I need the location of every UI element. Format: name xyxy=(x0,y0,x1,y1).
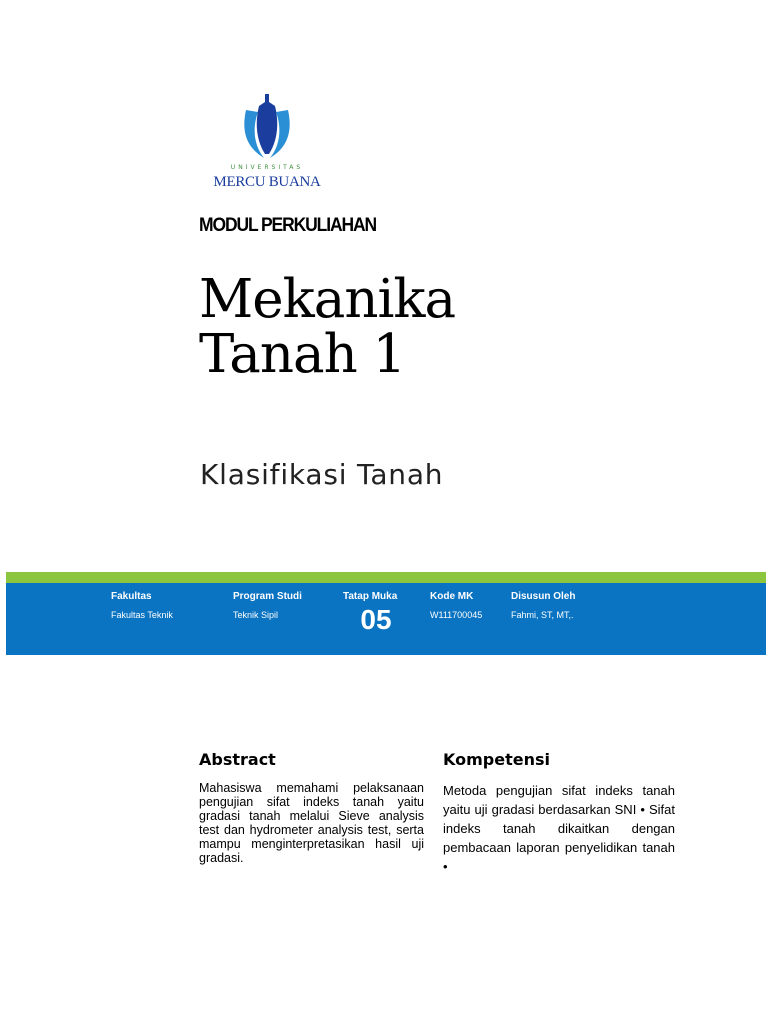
program-studi-label: Program Studi xyxy=(233,591,302,602)
kode-mk-value: W111700045 xyxy=(430,610,483,620)
university-logo xyxy=(198,88,336,196)
accent-bar xyxy=(6,572,766,583)
program-studi-value: Teknik Sipil xyxy=(233,610,279,620)
title-line-1: Mekanika xyxy=(199,269,456,330)
modul-label: MODUL PERKULIAHAN xyxy=(199,215,377,236)
kode-mk-column xyxy=(430,591,482,620)
fakultas-column xyxy=(111,591,173,620)
program-studi-column xyxy=(233,591,302,620)
tatap-muka-column xyxy=(343,591,409,636)
logo-univ-label: UNIVERSITAS xyxy=(230,164,304,171)
kompetensi-text: Metoda pengujian sifat indeks tanah yaitu uji gradasi berdasarkan SNI • Sifat indeks tanah dikaitkan dengan pembacaan laporan penyelidikan tanah • xyxy=(443,783,675,874)
disusun-oleh-column xyxy=(511,591,575,620)
logo-name: MERCU BUANA xyxy=(213,174,321,190)
page-subtitle: Klasifikasi Tanah xyxy=(200,458,444,491)
abstract-title: Abstract xyxy=(199,750,276,769)
tatap-muka-label: Tatap Muka xyxy=(343,591,398,602)
kompetensi-title: Kompetensi xyxy=(443,750,550,769)
disusun-oleh-label: Disusun Oleh xyxy=(511,591,576,602)
kode-mk-label: Kode MK xyxy=(430,591,474,602)
fakultas-label: Fakultas xyxy=(111,591,152,602)
info-band xyxy=(6,583,766,655)
disusun-oleh-value: Fahmi, ST, MT,. xyxy=(511,610,574,620)
tatap-muka-value: 05 xyxy=(360,604,392,635)
abstract-text: Mahasiswa memahami pelaksanaan pengujian sifat indeks tanah yaitu gradasi tanah melalui Sieve analysis test dan hydrometer analysis test, serta mampu menginterpretasikan hasil uji gradasi. xyxy=(199,781,424,865)
title-line-2: Tanah 1 xyxy=(199,324,406,385)
fakultas-value: Fakultas Teknik xyxy=(111,610,173,620)
mercu-buana-emblem-icon xyxy=(198,88,336,164)
page-title xyxy=(199,269,456,385)
